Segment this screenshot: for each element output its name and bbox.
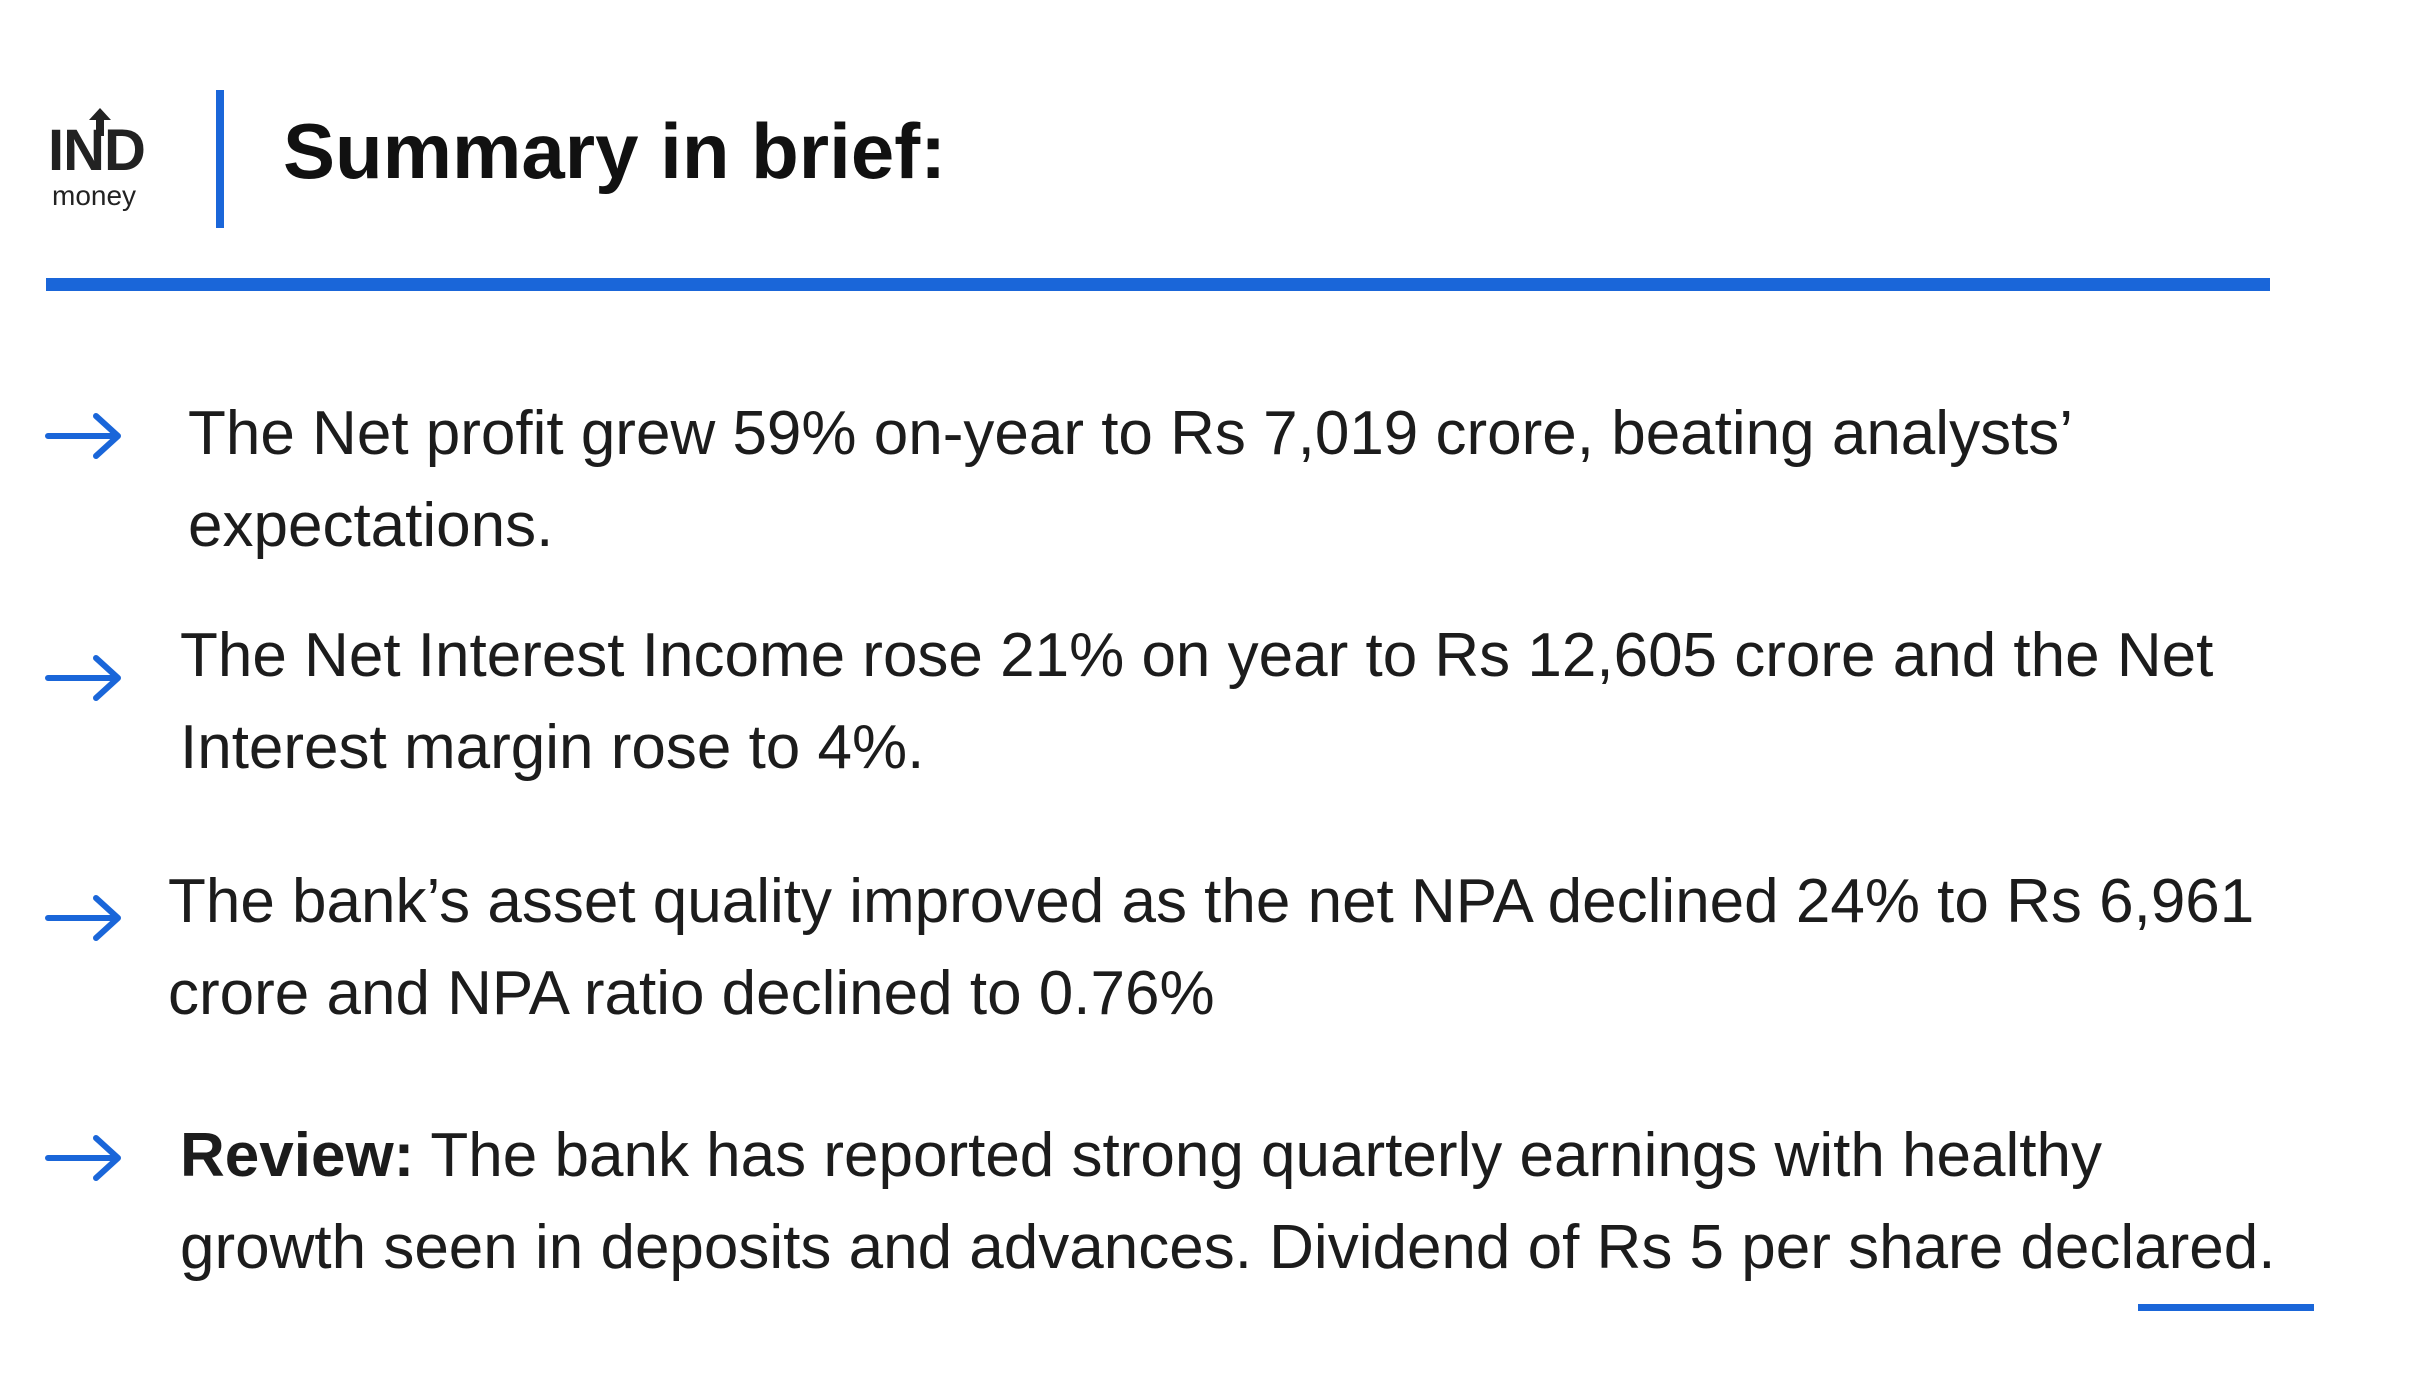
- list-item-text: [180, 610, 2213, 794]
- header-rule: [46, 278, 2270, 291]
- list-item-line: Interest margin rose to 4%.: [180, 713, 925, 782]
- list-item-line: expectations.: [188, 491, 554, 560]
- list-item-line: The Net profit grew 59% on-year to Rs 7,019 crore, beating analysts’: [188, 399, 2074, 468]
- list-item-line: [180, 1110, 2275, 1202]
- list-item-line: The Net Interest Income rose 21% on year to Rs 12,605 crore and the Net: [180, 621, 2214, 690]
- list-item-line: The bank’s asset quality improved as the net NPA declined 24% to Rs 6,961: [168, 867, 2255, 936]
- list-item-line: growth seen in deposits and advances. Dividend of Rs 5 per share declared.: [180, 1213, 2276, 1282]
- header-divider: [216, 90, 224, 228]
- list-item-line: crore and NPA ratio declined to 0.76%: [168, 959, 1215, 1028]
- logo-subtext: money: [52, 180, 137, 211]
- list-item-line-rest: The bank has reported strong quarterly earnings with healthy: [414, 1121, 2102, 1190]
- arrow-right-icon: [44, 410, 126, 462]
- arrow-right-icon: [44, 892, 126, 944]
- list-item-text: [180, 1110, 2275, 1294]
- logo-wordmark: IND: [48, 118, 145, 183]
- list-item-text: [168, 856, 2254, 1040]
- ind-money-logo: [48, 100, 158, 210]
- accent-underline: [2138, 1304, 2314, 1311]
- list-item-text: [188, 388, 2073, 572]
- page-title: Summary in brief:: [283, 107, 947, 195]
- review-label: Review:: [180, 1121, 415, 1190]
- arrow-right-icon: [44, 1132, 126, 1184]
- arrow-right-icon: [44, 652, 126, 704]
